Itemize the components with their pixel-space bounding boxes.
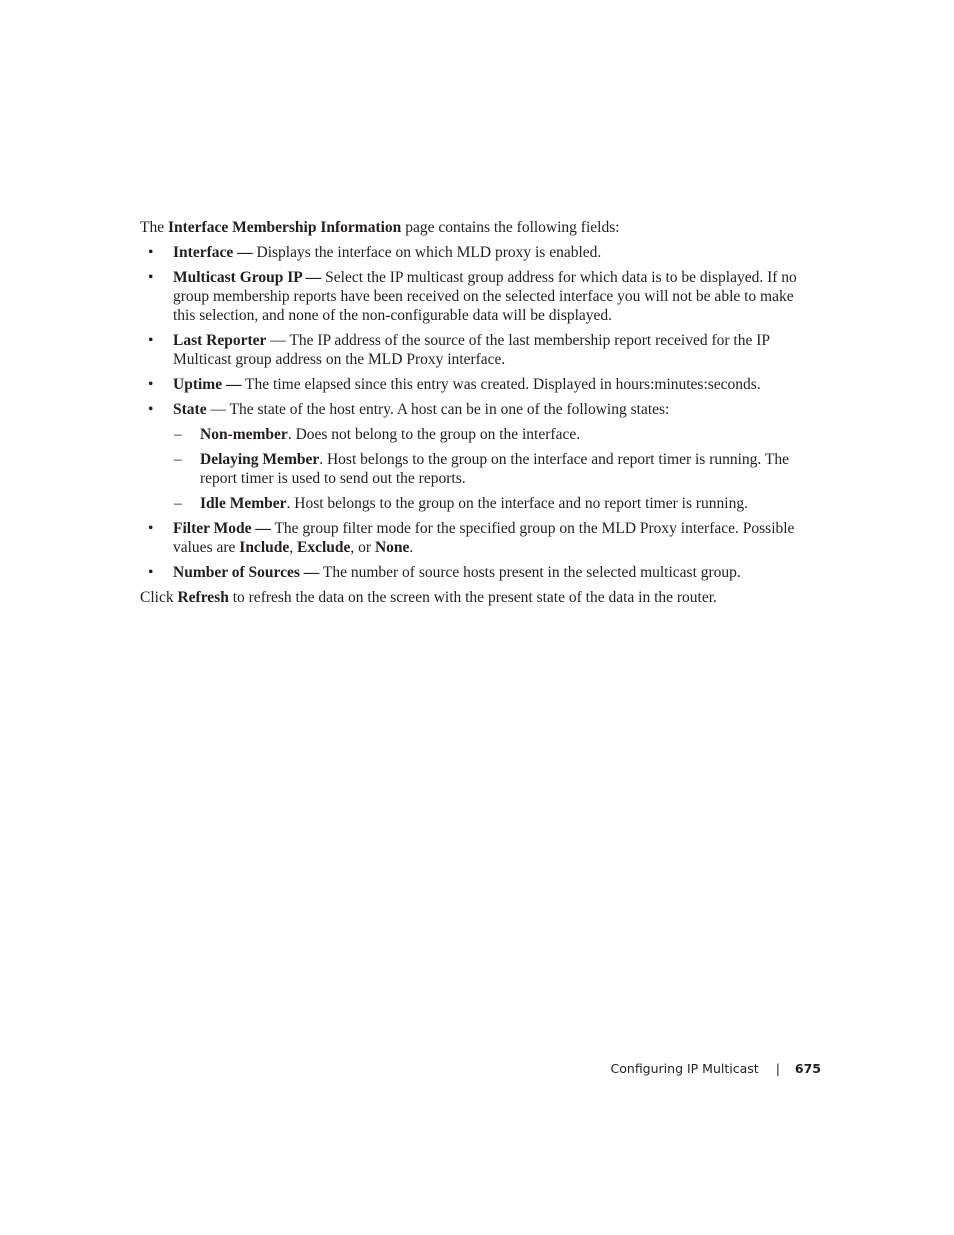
field-description: — The state of the host entry. A host can be in one of the following states: — [206, 401, 670, 418]
field-item-state — [140, 400, 805, 513]
field-item-interface — [140, 243, 805, 262]
field-item-uptime — [140, 375, 805, 394]
bullet-icon: • — [148, 401, 154, 418]
bullet-icon: • — [148, 376, 154, 393]
value-exclude: Exclude — [297, 539, 351, 556]
bullet-icon: • — [148, 269, 154, 286]
field-description: The time elapsed since this entry was created. Displayed in hours:minutes:seconds. — [241, 376, 761, 393]
state-item-delaying-member — [173, 450, 805, 488]
state-item-idle-member — [173, 494, 805, 513]
value-include: Include — [239, 539, 290, 556]
page-number: 675 — [794, 1061, 821, 1076]
closing-paragraph — [140, 588, 805, 607]
field-description: The number of source hosts present in the selected multicast group. — [319, 564, 741, 581]
state-description: . Does not belong to the group on the interface. — [287, 426, 581, 443]
field-description: — The IP address of the source of the last membership report received for the IP Multicast group address on the MLD Proxy interface. — [173, 332, 770, 368]
dash-icon: – — [174, 451, 182, 468]
separator-text: , — [289, 539, 297, 556]
field-term: Interface — — [173, 244, 253, 261]
field-term: Filter Mode — — [173, 520, 271, 537]
state-term: Non-member — [200, 426, 288, 443]
intro-page-name: Interface Membership Information — [167, 219, 402, 236]
field-term: State — [173, 401, 207, 418]
state-term: Delaying Member — [200, 451, 320, 468]
refresh-term: Refresh — [177, 589, 229, 606]
page-footer — [611, 1061, 821, 1076]
intro-text-end: page contains the following fields: — [401, 219, 620, 236]
footer-section-title: Configuring IP Multicast — [610, 1061, 759, 1076]
intro-text: The — [140, 219, 168, 236]
field-item-last-reporter — [140, 331, 805, 369]
closing-text: Click — [140, 589, 178, 606]
field-description: Select the IP multicast group address for which data is to be displayed. If no group membership reports have been received on the selected interface you will not be able to make this selection, and none of the non-configurable data will be displayed. — [173, 269, 797, 324]
footer-separator: | — [775, 1061, 780, 1076]
field-term: Uptime — — [173, 376, 242, 393]
bullet-icon: • — [148, 520, 154, 537]
field-description: Displays the interface on which MLD proxy is enabled. — [252, 244, 602, 261]
dash-icon: – — [174, 495, 182, 512]
field-item-filter-mode — [140, 519, 805, 557]
field-term: Number of Sources — — [173, 564, 320, 581]
field-description: The group filter mode for the specified group on the MLD Proxy interface. Possible values are — [173, 520, 795, 556]
dash-icon: – — [174, 426, 182, 443]
state-term: Idle Member — [200, 495, 287, 512]
separator-text: , or — [350, 539, 375, 556]
bullet-icon: • — [148, 564, 154, 581]
state-description: . Host belongs to the group on the interface and no report timer is running. — [286, 495, 748, 512]
state-description: . Host belongs to the group on the interface and report timer is running. The report timer is used to send out the reports. — [200, 451, 790, 487]
intro-paragraph — [140, 218, 805, 237]
bullet-icon: • — [148, 244, 154, 261]
closing-text-end: to refresh the data on the screen with the present state of the data in the router. — [228, 589, 717, 606]
field-term: Multicast Group IP — — [173, 269, 322, 286]
field-term: Last Reporter — [173, 332, 267, 349]
field-item-multicast-group-ip — [140, 268, 805, 325]
state-list — [173, 425, 805, 513]
field-item-number-of-sources — [140, 563, 805, 582]
bullet-icon: • — [148, 332, 154, 349]
sentence-end: . — [409, 539, 414, 556]
field-list — [140, 243, 805, 582]
document-body — [140, 218, 805, 607]
state-item-non-member — [173, 425, 805, 444]
value-none: None — [374, 539, 410, 556]
